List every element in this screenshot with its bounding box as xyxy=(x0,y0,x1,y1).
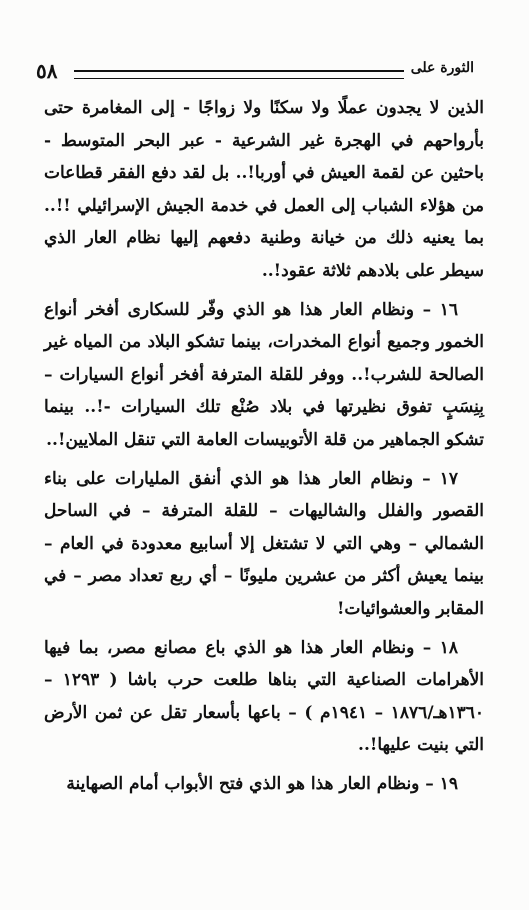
chapter-title: الثورة على xyxy=(410,60,474,76)
paragraph-19: ١٩ – ونظام العار هذا هو الذي فتح الأبواب أمام الصهاينة xyxy=(66,773,458,794)
paragraph-16: ١٦ – ونظام العار هذا هو الذي وفّر للسكارى أفخر أنواع الخمور وجميع أنواع المخدرات، بينما تشكو البلاد من المياه غير الصالحة للشرب!.. ووفر للقلة المترفة أفخر أنواع السيارات – بِنِسَبٍ تفوق نظيرتها في بلاد صُنْع تلك السيارات -!.. بينما تشكو الجماهير من قلة الأتوبيسات العامة التي تنقل الملايين!.. xyxy=(44,299,484,450)
paragraph-17: ١٧ – ونظام العار هذا هو الذي أنفق المليارات على بناء القصور والفلل والشاليهات – للقلة المترفة – في الساحل الشمالي – وهي التي لا تشتغل إلا أسابيع معدودة في العام – بينما يعيش أكثر من عشرين مليونًا – أي ربع تعداد مصر – في المقابر والعشوائيات! xyxy=(44,468,484,619)
paragraph-18: ١٨ – ونظام العار هذا هو الذي باع مصانع مصر، بما فيها الأهرامات الصناعية التي بناها طلعت حرب باشا ( ١٢٩٣ – ١٣٦٠هـ/١٨٧٦ – ١٩٤١م ) – باعها بأسعار تقل عن ثمن الأرض التي بنيت عليها!.. xyxy=(44,637,484,756)
paragraph-continuation: الذين لا يجدون عملًا ولا سكنًا ولا زواجًا - إلى المغامرة حتى بأرواحهم في الهجرة غير الشرعية - عبر البحر المتوسط - باحثين عن لقمة العيش في أوربا!.. بل لقد دفع الفقر قطاعات من هؤلاء الشباب إلى العمل في خدمة الجيش الإسرائيلي !!.. بما يعنيه ذلك من خيانة وطنية دفعهم إليها نظام العار الذي سيطر على بلادهم ثلاثة عقود!.. xyxy=(44,98,484,281)
header-rule xyxy=(74,70,404,79)
page-number: ٥٨ xyxy=(36,59,58,83)
page-header xyxy=(22,50,474,90)
page-body xyxy=(44,92,484,806)
